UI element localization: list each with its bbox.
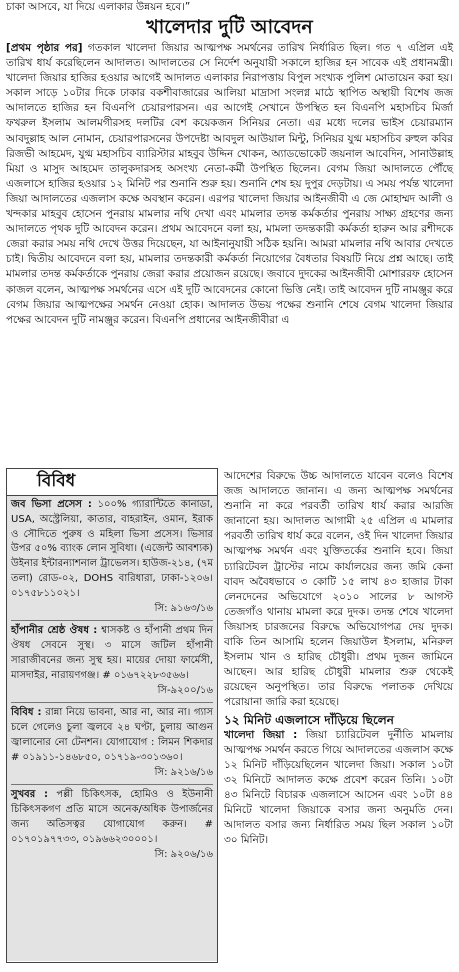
article-headline: খালেদার দুটি আবেদন [146, 16, 313, 38]
subsection-label: খালেদা জিয়া : [224, 728, 298, 741]
continuation-label: [প্রথম পৃষ্ঠার পর] [6, 42, 83, 54]
subsection-paragraph [224, 728, 453, 849]
article-continuation-column [224, 469, 453, 848]
ad-label: হাঁপানীর শ্রেষ্ঠ ঔষধ : [11, 625, 98, 637]
ad-label: জব ভিসা প্রসেস : [11, 499, 92, 510]
ad-code: সি-৯২০০/১৬ [157, 684, 213, 696]
classified-ad [11, 624, 213, 698]
article-continuation-text: আদেশের বিরুদ্ধে উচ্চ আদালতে যাবেন বলেও বিশেষ জজ আদালতে জানান। এ জন্য আত্মপক্ষ সমর্থনের শুনানি না করে পরবর্তী তারিখ ধার্য করার আরজি জানানো হয়। আদালত আগামী ২৫ এপ্রিল এ মামলার পরবর্তী তারিখ ধার্য করে বলেন, ওই দিন খালেদা জিয়ার আত্মপক্ষ সমর্থন এবং যুক্তিতর্কের শুনানি হবে। জিয়া চ্যারিটেবল ট্রাস্টের নামে কার্যালয়ের জন্য জমি কেনা বাবদ অবৈধভাবে ৩ কোটি ১৫ লাখ ৪৩ হাজার টাকা লেনদেনের অভিযোগে ২০১০ সালের ৮ আগস্ট তেজগাঁও থানায় মামলা করে দুদক। তদন্ত শেষে খালেদা জিয়াসহ চারজনের বিরুদ্ধে অভিযোগপত্র দেয় দুদক। বাকি তিন আসামি হলেন জিয়াউল ইসলাম, মনিরুল ইসলাম খান ও হারিছ চৌধুরী। প্রথম দুজন জামিনে আছেন। আর হারিছ চৌধুরী মামলার শুরু থেকেই রয়েছেন অনুপস্থিত। তার বিরুদ্ধে পলাতক দেখিয়ে পরোয়ানা জারি করা হয়েছে। [224, 470, 453, 709]
classified-ad [11, 498, 213, 616]
classifieds-box [6, 468, 218, 963]
article-lead-text: গতকাল খালেদা জিয়ার আত্মপক্ষ সমর্থনের তারিখ নির্ধারিত ছিল। গত ৭ এপ্রিল এই তারিখ ধার্য করেছিলেন আদালত। আদালতের সে নির্দেশ অনুযায়ী সকালে হাজির হন সাবেক এই প্রধানমন্ত্রী। খালেদা জিয়ার হাজির হওয়ার আগেই আদালত এলাকার নিরাপত্তায় বিপুল সংখ্যক পুলিশ মোতায়েন করা হয়। সকাল সাড়ে ১০টার দিকে ঢাকার বকশীবাজারের আলিয়া মাদ্রাসা সংলগ্ন মাঠে স্থাপিত অস্থায়ী বিশেষ জজ আদালতে হাজির হন বিএনপি চেয়ারপারসন। এর আগেই সেখানে উপস্থিত হন বিএনপি মহাসচিব মির্জা ফখরুল ইসলাম আলমগীরসহ দলটির বেশ কয়েকজন সিনিয়র নেতা। এর মধ্যে দলের ভাইস চেয়ারম্যান আবদুল্লাহ আল নোমান, চেয়ারপারসনের উপদেষ্টা আবদুল আউয়াল মিন্টু, সিনিয়র যুগ্ম মহাসচিব রুহুল কবির রিজভী আহমেদ, যুগ্ম মহাসচিব ব্যারিস্টার মাহবুব উদ্দিন খোকন, অ্যাডভোকেট জয়নাল আবেদিন, সানাউল্লাহ মিয়া ও মাসুদ আহমেদ তালুকদারসহ অসংখ্য নেতা-কর্মী উপস্থিত ছিলেন। বেগম জিয়া আদালতে পৌঁছে এজলাসে হাজির হওয়ার ১২ মিনিট পর শুনানি শুরু হয়। শুনানি শেষ হয় দুপুর দেড়টায়। এ সময় পর্যন্ত খালেদা জিয়া আদালতের এজলাস কক্ষে অবস্থান করেন। এরপর খালেদা জিয়ার আইনজীবী এ জে মোহাম্মদ আলী ও খন্দকার মাহবুব হোসেন পুনরায় মামলার নথি দেখা এবং মামলার তদন্ত কর্মকর্তার পুনরায় সাক্ষ্য গ্রহণের জন্য আদালতে পৃথক দুটি আবেদন করেন। প্রথম আবেদনে বলা হয়, মামলা তদন্তকারী কর্মকর্তা হারুন আর রশীদকে জেরা করার সময় নথি দেখে উত্তর দিয়েছেন, যা আইনানুযায়ী সঠিক হয়নি। আমরা মামলার নথি আবার দেখতে চাই। দ্বিতীয় আবেদনে বলা হয়, মামলার তদন্তকারী কর্মকর্তা নিয়োগের বৈধতার বিষয়টি নিয়ে প্রশ্ন আছে। তাই মামলার তদন্ত কর্মকর্তাকে পুনরায় জেরা করার প্রয়োজন রয়েছে। জবাবে দুদকের আইনজীবী মোশাররফ হোসেন কাজল বলেন, আত্মপক্ষ সমর্থনের এসে এই দুটি আবেদনের কোনো ভিত্তি নেই। তাই আবেদন দুটি নামঞ্জুর করে বেগম জিয়ার আত্মপক্ষের সমর্থন নেওয়া হোক। আদালত উভয় পক্ষের শুনানি শেষে বেগম খালেদা জিয়ার পক্ষের আবেদন দুটি নামঞ্জুর করেন। বিএনপি প্রধানের আইনজীবীরা এ [6, 42, 453, 326]
classified-ad [11, 706, 213, 780]
subsection-text: জিয়া চ্যারিটেবল দুর্নীতি মামলায় আত্মপক্ষ সমর্থন করতে গিয়ে আদালতের এজলাস কক্ষে ১২ মিনিট দাঁড়িয়েছিলেন খালেদা জিয়া। সকাল ১০টা ৩২ মিনিটে আদালত কক্ষে প্রবেশ করেন তিনি। ১০টা ৪৩ মিনিটে বিচারক এজলাসে আসেন এবং ১০টা ৪৪ মিনিটে খালেদা জিয়াকে বসার জন্য অনুমতি দেন। আদালত বসার জন্য নির্ধারিত সময় ছিল সকাল ১০টা ৩০ মিনিট। [224, 728, 453, 847]
article-body [6, 41, 453, 328]
ad-text: শ্বাসকষ্ট ও হাঁপানী প্রথম দিন ঔষধ সেবনে সুস্থ। ৩ মাসে জটিল হাঁপানী সারাজীবনের জন্য সুস্থ হয়। মায়ের দোয়া ফার্মেসী, মাসদাইর, নারায়ণগঞ্জ। # ০১৬৭২২৮৩৫৬৬। [11, 625, 213, 681]
previous-article-end: চাকা আসবে, যা দিয়ে এলাকার উন্নয়ন হবে।” [6, 1, 191, 13]
ad-label: সুখবর : [11, 789, 48, 801]
ad-divider [11, 702, 213, 703]
ad-text: ১০০% গ্যারান্টিতে কানাডা, USA, অস্ট্রেলিয়া, কাতার, বাহরাইন, ওমান, ইরাক ও সৌদিতে পুরুষ ও মহিলা ভিসা প্রসেস। ভিসার উপর ৫০% ব্যাংক লোন সুবিধা। (এজেন্ট আবশ্যক) উইনার ইন্টারন্যাশনাল ট্রাভেলস। হাউজ-২১৪, (৭ম তলা) রোড-০২, DOHS বারিধারা, ঢাকা-১২০৬। ০১৭৫৮১১০২১। [11, 499, 213, 599]
ad-code: সি: ৯১৬৩/১৬ [154, 602, 213, 614]
classifieds-list [7, 496, 217, 961]
ad-code: সি: ৯২০৬/১৬ [154, 848, 213, 860]
ad-text: পল্লী চিকিৎসক, হোমিও ও ইউনানী চিকিৎসকগণ প্রতি মাসে অনেক/অধিক উপার্জনের জন্য অতিসত্বর যোগাযোগ করুন। # ০১৭০১৯৭৭৩৩, ০১৯৬৬২৩০০০১। [11, 789, 213, 845]
ad-divider [11, 784, 213, 785]
classified-ad [11, 788, 213, 862]
ad-text: রান্না নিয়ে ভাবনা, আর না, আর না। গ্যাস চলে গেলেও চুলা জ্বলবে ২৪ ঘণ্টা, চুলায় আগুন জ্বালানোর নো টেনশন। যোগাযোগ : লিমন শিকদার # ০১৯১১-১৪৬৮৫০, ০১৭১৯-৩০১৩৬০। [11, 707, 213, 763]
ad-code: সি: ৯২১৬/১৬ [154, 766, 213, 778]
classifieds-header: বিবিধ [7, 469, 217, 496]
article-subheading: ১২ মিনিট এজলাসে দাঁড়িয়ে ছিলেন [224, 712, 394, 727]
ad-label: বিবিধ : [11, 707, 42, 719]
ad-divider [11, 620, 213, 621]
